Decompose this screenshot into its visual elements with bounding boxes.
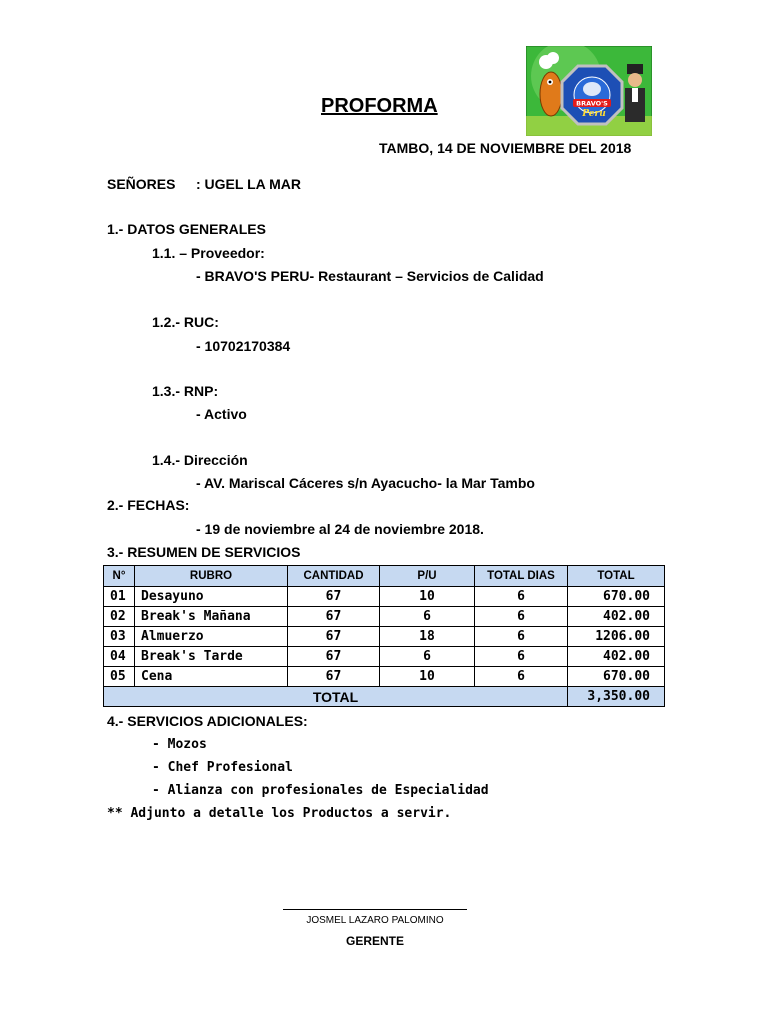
col-header-total-dias: TOTAL DIAS — [475, 566, 568, 587]
provider-value: - BRAVO'S PERU- Restaurant – Servicios de Calidad — [196, 268, 544, 284]
cell-total-dias: 6 — [475, 667, 568, 687]
recipient-label: SEÑORES — [107, 176, 176, 192]
cell-pu: 6 — [380, 647, 475, 667]
col-header-total: TOTAL — [568, 566, 665, 587]
cell-rubro: Break's Mañana — [135, 607, 288, 627]
ruc-value: - 10702170384 — [196, 338, 291, 354]
cell-pu: 18 — [380, 627, 475, 647]
section4-heading: 4.- SERVICIOS ADICIONALES: — [107, 713, 308, 729]
cell-number: 03 — [104, 627, 135, 647]
cell-cantidad: 67 — [288, 667, 380, 687]
table-row — [104, 607, 665, 627]
table-row — [104, 667, 665, 687]
section3-heading: 3.- RESUMEN DE SERVICIOS — [107, 544, 301, 560]
logo-subtext: Peru — [582, 109, 606, 119]
cell-total-dias: 6 — [475, 587, 568, 607]
address-value: - AV. Mariscal Cáceres s/n Ayacucho- la Mar Tambo — [196, 475, 535, 491]
recipient-value: : UGEL LA MAR — [196, 176, 301, 192]
col-header-number: N° — [104, 566, 135, 587]
cell-total: 402.00 — [568, 647, 665, 667]
services-table — [103, 565, 665, 707]
cell-total: 670.00 — [568, 667, 665, 687]
cell-cantidad: 67 — [288, 627, 380, 647]
table-row — [104, 587, 665, 607]
cell-rubro: Almuerzo — [135, 627, 288, 647]
cell-total-dias: 6 — [475, 647, 568, 667]
ruc-label: 1.2.- RUC: — [152, 314, 219, 330]
rnp-value: - Activo — [196, 406, 247, 422]
cell-total: 670.00 — [568, 587, 665, 607]
cell-total-dias: 6 — [475, 627, 568, 647]
address-label: 1.4.- Dirección — [152, 452, 248, 468]
cell-rubro: Cena — [135, 667, 288, 687]
document-title: PROFORMA — [321, 95, 438, 117]
col-header-pu: P/U — [380, 566, 475, 587]
extra-service-item: - Chef Profesional — [152, 760, 293, 775]
rnp-label: 1.3.- RNP: — [152, 383, 219, 399]
table-row — [104, 647, 665, 667]
total-value: 3,350.00 — [568, 687, 665, 707]
place-date: TAMBO, 14 DE NOVIEMBRE DEL 2018 — [379, 140, 632, 156]
cell-rubro: Desayuno — [135, 587, 288, 607]
cell-pu: 10 — [380, 587, 475, 607]
table-row — [104, 627, 665, 647]
cell-cantidad: 67 — [288, 647, 380, 667]
cell-rubro: Break's Tarde — [135, 647, 288, 667]
section1-heading: 1.- DATOS GENERALES — [107, 221, 266, 237]
dates-value: - 19 de noviembre al 24 de noviembre 2018. — [196, 521, 484, 537]
cell-total: 402.00 — [568, 607, 665, 627]
cell-number: 05 — [104, 667, 135, 687]
cell-pu: 10 — [380, 667, 475, 687]
cell-cantidad: 67 — [288, 587, 380, 607]
signer-role: GERENTE — [345, 934, 404, 948]
signature-line — [283, 909, 467, 910]
total-label: TOTAL — [104, 687, 568, 707]
provider-label: 1.1. – Proveedor: — [152, 245, 265, 261]
bravos-peru-logo — [526, 46, 652, 136]
cell-total-dias: 6 — [475, 607, 568, 627]
cell-total: 1206.00 — [568, 627, 665, 647]
cell-number: 02 — [104, 607, 135, 627]
products-note: ** Adjunto a detalle los Productos a servir. — [107, 806, 452, 821]
section2-heading: 2.- FECHAS: — [107, 497, 190, 513]
cell-cantidad: 67 — [288, 607, 380, 627]
logo-text: BRAVO'S — [576, 99, 608, 108]
col-header-rubro: RUBRO — [135, 566, 288, 587]
cell-number: 01 — [104, 587, 135, 607]
extra-service-item: - Mozos — [152, 737, 207, 752]
signer-name: JOSMEL LAZARO PALOMINO — [306, 915, 444, 926]
cell-pu: 6 — [380, 607, 475, 627]
cell-number: 04 — [104, 647, 135, 667]
extra-service-item: - Alianza con profesionales de Especialidad — [152, 783, 489, 798]
col-header-cantidad: CANTIDAD — [288, 566, 380, 587]
table-total-row — [104, 687, 665, 707]
table-header-row — [104, 566, 665, 587]
